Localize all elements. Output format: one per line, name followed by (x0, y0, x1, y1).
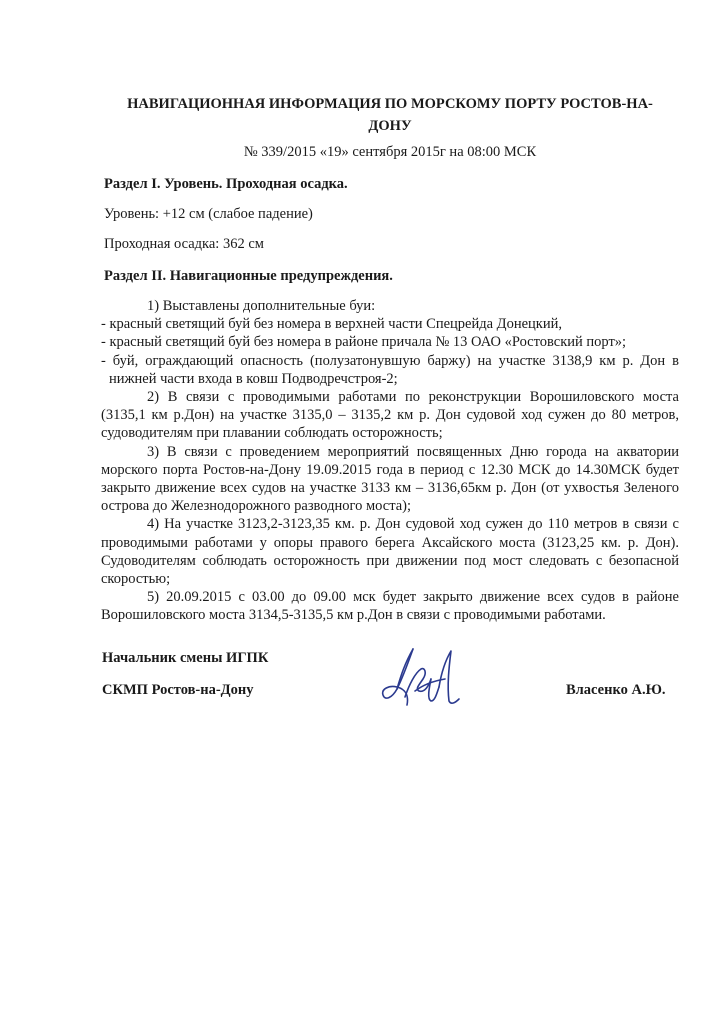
section1-heading: Раздел I. Уровень. Проходная осадка. (104, 176, 348, 192)
passage-draft: Проходная осадка: 362 см (104, 236, 264, 252)
list-item: - красный светящий буй без номера в верхней части Спецрейда Донецкий, (101, 316, 562, 333)
list-item-continuation: морского порта Ростов-на-Дону 19.09.2015 года в период с 12.30 МСК до 14.30МСК будет (101, 461, 679, 478)
document-title: НАВИГАЦИОННАЯ ИНФОРМАЦИЯ ПО МОРСКОМУ ПОРТУ РОСТОВ-НА-ДОНУ (127, 96, 653, 134)
list-item-continuation: острова до Железнодорожного разводного моста); (101, 498, 412, 515)
document-number: № 339/2015 «19» сентября 2015г на 08:00 МСК (243, 144, 537, 160)
list-item: 5) 20.09.2015 с 03.00 до 09.00 мск будет закрыто движение всех судов в районе (147, 589, 679, 606)
list-item-continuation: Ворошиловского моста 3134,5-3135,5 км р.Дон в связи с проводимыми работами. (101, 607, 606, 624)
list-item: - красный светящий буй без номера в районе причала № 13 ОАО «Ростовский порт»; (101, 334, 627, 351)
list-item: 3) В связи с проведением мероприятий посвященных Дню города на акватории (147, 443, 679, 460)
signer-name: Власенко А.Ю. (566, 682, 666, 698)
section2-heading: Раздел II. Навигационные предупреждения. (104, 268, 393, 284)
list-item-continuation: судоводителям при плавании соблюдать осторожность; (101, 425, 443, 442)
list-item-continuation: закрыто движение всех судов на участке 3133 км – 3136,65км р. Дон (от ухвостья Зеленого (101, 480, 679, 497)
warnings-list (101, 297, 679, 625)
handwritten-signature (375, 645, 470, 720)
list-item: 4) На участке 3123,2-3123,35 км. р. Дон судовой ход сужен до 110 метров в связи с (147, 516, 679, 533)
list-item-continuation: нижней части входа в ковш Подводречстроя-2; (109, 370, 398, 387)
signer-organization: СКМП Ростов-на-Дону (102, 682, 254, 698)
water-level: Уровень: +12 см (слабое падение) (104, 206, 313, 222)
signer-position: Начальник смены ИГПК (102, 650, 269, 666)
list-item-continuation: проводимыми работами у опоры правого берега Аксайского моста (3123,25 км. р. Дон). (101, 534, 679, 551)
list-item-continuation: (3135,1 км р.Дон) на участке 3135,0 – 3135,2 км р. Дон судовой ход сужен до 80 метров, (101, 407, 679, 424)
list-item: 2) В связи с проводимыми работами по реконструкции Ворошиловского моста (147, 389, 679, 406)
list-item: - буй, ограждающий опасность (полузатонувшую баржу) на участке 3138,9 км р. Дон в (101, 352, 679, 369)
list-item-continuation: Судоводителям соблюдать осторожность при движении под мост следовать с безопасной (101, 552, 679, 569)
list-item-continuation: скоростью; (101, 571, 171, 588)
list-item: 1) Выставлены дополнительные буи: (147, 298, 376, 314)
